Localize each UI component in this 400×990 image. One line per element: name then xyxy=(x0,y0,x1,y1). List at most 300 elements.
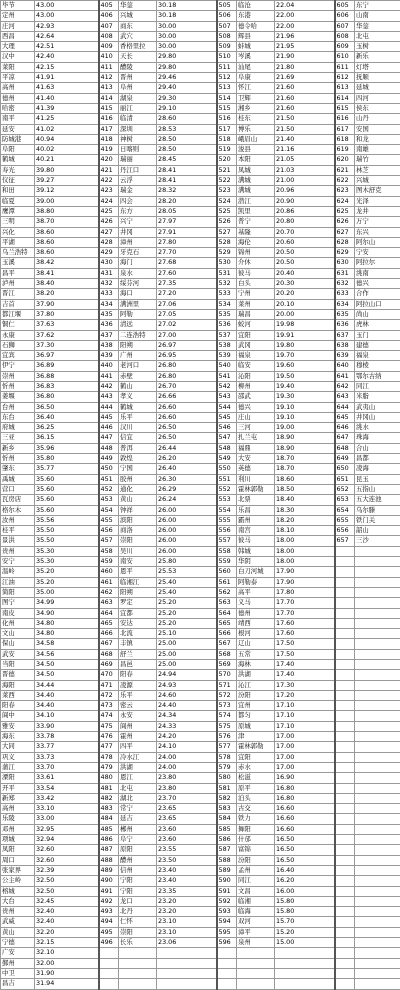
score-cell[interactable]: 17.60 xyxy=(275,618,335,628)
score-cell[interactable]: 23.40 xyxy=(157,865,217,875)
score-cell[interactable]: 15.80 xyxy=(275,896,335,906)
rank-cell[interactable]: 472 xyxy=(99,690,119,700)
score-cell[interactable]: 16.00 xyxy=(275,886,335,896)
rank-cell[interactable]: 654 xyxy=(335,505,355,515)
city-name-cell[interactable]: 介休 xyxy=(237,258,275,268)
city-name-cell[interactable] xyxy=(355,639,400,649)
city-name-cell[interactable]: 兴城 xyxy=(119,11,157,21)
city-name-cell[interactable]: 神树 xyxy=(119,134,157,144)
rank-cell[interactable]: 538 xyxy=(217,340,237,350)
city-name-cell[interactable]: 昆玉 xyxy=(355,474,400,484)
city-name-cell[interactable]: 庄河 xyxy=(1,21,35,31)
city-name-cell[interactable]: 香格里拉 xyxy=(119,42,157,52)
city-name-cell[interactable]: 临沧 xyxy=(237,1,275,11)
rank-cell[interactable]: 433 xyxy=(99,289,119,299)
score-cell[interactable]: 35.30 xyxy=(35,557,99,567)
rank-cell[interactable]: 540 xyxy=(217,361,237,371)
city-name-cell[interactable]: 阿拉尔 xyxy=(355,258,400,268)
city-name-cell[interactable]: 东港 xyxy=(237,11,275,21)
rank-cell[interactable] xyxy=(335,814,355,824)
city-name-cell[interactable]: 建德 xyxy=(355,340,400,350)
city-name-cell[interactable]: 阜阳 xyxy=(1,145,35,155)
rank-cell[interactable] xyxy=(335,927,355,937)
score-cell[interactable]: 33.78 xyxy=(35,732,99,742)
score-cell[interactable]: 25.00 xyxy=(157,649,217,659)
score-cell[interactable]: 34.80 xyxy=(35,618,99,628)
rank-cell[interactable]: 547 xyxy=(217,433,237,443)
rank-cell[interactable]: 570 xyxy=(217,670,237,680)
score-cell[interactable]: 41.63 xyxy=(35,83,99,93)
rank-cell[interactable]: 632 xyxy=(335,279,355,289)
city-name-cell[interactable]: 阆州 xyxy=(119,721,157,731)
score-cell[interactable]: 15.80 xyxy=(275,907,335,917)
rank-cell[interactable]: 455 xyxy=(99,515,119,525)
city-name-cell[interactable]: 北屯 xyxy=(119,783,157,793)
city-name-cell[interactable]: 阳朔 xyxy=(119,340,157,350)
score-cell[interactable]: 33.73 xyxy=(35,752,99,762)
city-name-cell[interactable]: 平凉 xyxy=(1,73,35,83)
rank-cell[interactable]: 627 xyxy=(335,227,355,237)
score-cell[interactable]: 27.60 xyxy=(157,268,217,278)
city-name-cell[interactable]: 姜堰 xyxy=(1,392,35,402)
city-name-cell[interactable]: 海东 xyxy=(1,732,35,742)
city-name-cell[interactable]: 博乐 xyxy=(237,124,275,134)
city-name-cell[interactable]: 定州 xyxy=(1,11,35,21)
score-cell[interactable]: 32.39 xyxy=(35,865,99,875)
city-name-cell[interactable] xyxy=(355,546,400,556)
rank-cell[interactable]: 466 xyxy=(99,629,119,639)
rank-cell[interactable] xyxy=(335,968,355,978)
city-name-cell[interactable]: 寿光 xyxy=(1,165,35,175)
city-name-cell[interactable]: 新郑 xyxy=(1,793,35,803)
city-name-cell[interactable]: 平湖 xyxy=(1,237,35,247)
city-name-cell[interactable] xyxy=(355,793,400,803)
score-cell[interactable]: 24.00 xyxy=(157,752,217,762)
rank-cell[interactable]: 409 xyxy=(99,42,119,52)
score-cell[interactable]: 37.80 xyxy=(35,309,99,319)
city-name-cell[interactable]: 醴州 xyxy=(119,855,157,865)
score-cell[interactable]: 31.90 xyxy=(35,968,99,978)
city-name-cell[interactable]: 张家界 xyxy=(1,865,35,875)
rank-cell[interactable]: 430 xyxy=(99,258,119,268)
score-cell[interactable]: 21.40 xyxy=(275,134,335,144)
rank-cell[interactable]: 608 xyxy=(335,31,355,41)
city-name-cell[interactable]: 商东 xyxy=(119,21,157,31)
rank-cell[interactable]: 407 xyxy=(99,21,119,31)
city-name-cell[interactable] xyxy=(355,927,400,937)
rank-cell[interactable]: 495 xyxy=(99,927,119,937)
score-cell[interactable]: 28.50 xyxy=(157,145,217,155)
rank-cell[interactable]: 636 xyxy=(335,320,355,330)
rank-cell[interactable]: 539 xyxy=(217,351,237,361)
city-name-cell[interactable] xyxy=(355,855,400,865)
rank-cell[interactable]: 572 xyxy=(217,690,237,700)
rank-cell[interactable]: 562 xyxy=(217,587,237,597)
city-name-cell[interactable]: 凌源 xyxy=(119,680,157,690)
city-name-cell[interactable]: 阿尔山 xyxy=(355,237,400,247)
city-name-cell[interactable]: 通化 xyxy=(119,484,157,494)
score-cell[interactable]: 35.50 xyxy=(35,526,99,536)
score-cell[interactable]: 32.20 xyxy=(35,927,99,937)
rank-cell[interactable]: 431 xyxy=(99,268,119,278)
score-cell[interactable]: 37.90 xyxy=(35,299,99,309)
score-cell[interactable]: 22.00 xyxy=(275,21,335,31)
city-name-cell[interactable]: 本阳 xyxy=(237,155,275,165)
rank-cell[interactable]: 564 xyxy=(217,608,237,618)
city-name-cell[interactable]: 安宁 xyxy=(1,557,35,567)
city-name-cell[interactable]: 蛟河 xyxy=(237,320,275,330)
city-name-cell[interactable] xyxy=(355,804,400,814)
rank-cell[interactable] xyxy=(335,721,355,731)
city-name-cell[interactable]: 丽江 xyxy=(119,103,157,113)
score-cell[interactable]: 40.21 xyxy=(35,155,99,165)
score-cell[interactable]: 16.80 xyxy=(275,783,335,793)
city-name-cell[interactable]: 什邡 xyxy=(237,835,275,845)
city-name-cell[interactable]: 滨阳 xyxy=(119,515,157,525)
city-name-cell[interactable]: 哈密 xyxy=(1,103,35,113)
rank-cell[interactable]: 453 xyxy=(99,495,119,505)
city-name-cell[interactable]: 临安 xyxy=(237,361,275,371)
score-cell[interactable]: 17.10 xyxy=(275,701,335,711)
rank-cell[interactable] xyxy=(335,690,355,700)
score-cell[interactable]: 17.70 xyxy=(275,608,335,618)
rank-cell[interactable]: 624 xyxy=(335,196,355,206)
rank-cell[interactable]: 612 xyxy=(335,73,355,83)
score-cell[interactable]: 15.70 xyxy=(275,917,335,927)
score-cell[interactable] xyxy=(157,968,217,978)
rank-cell[interactable]: 483 xyxy=(99,804,119,814)
rank-cell[interactable]: 586 xyxy=(217,835,237,845)
city-name-cell[interactable]: 潜江 xyxy=(237,196,275,206)
rank-cell[interactable]: 653 xyxy=(335,495,355,505)
city-name-cell[interactable] xyxy=(355,773,400,783)
city-name-cell[interactable]: 恩平 xyxy=(119,567,157,577)
score-cell[interactable]: 36.88 xyxy=(35,371,99,381)
rank-cell[interactable] xyxy=(335,598,355,608)
rank-cell[interactable]: 426 xyxy=(99,217,119,227)
score-cell[interactable]: 21.80 xyxy=(275,62,335,72)
city-name-cell[interactable]: 营口 xyxy=(1,484,35,494)
city-name-cell[interactable]: 仪征 xyxy=(1,176,35,186)
city-name-cell[interactable]: 晋江 xyxy=(1,289,35,299)
city-name-cell[interactable]: 阜康 xyxy=(237,73,275,83)
rank-cell[interactable]: 556 xyxy=(217,526,237,536)
city-name-cell[interactable]: 高州 xyxy=(1,804,35,814)
rank-cell[interactable]: 647 xyxy=(335,433,355,443)
score-cell[interactable]: 16.60 xyxy=(275,824,335,834)
score-cell[interactable]: 32.50 xyxy=(35,886,99,896)
score-cell[interactable]: 17.80 xyxy=(275,587,335,597)
score-cell[interactable]: 38.80 xyxy=(35,206,99,216)
city-name-cell[interactable]: 玉门 xyxy=(355,330,400,340)
score-cell[interactable]: 42.93 xyxy=(35,21,99,31)
rank-cell[interactable]: 506 xyxy=(217,11,237,21)
score-cell[interactable]: 18.20 xyxy=(275,515,335,525)
city-name-cell[interactable]: 北屯 xyxy=(355,31,400,41)
city-name-cell[interactable]: 岑溪 xyxy=(237,52,275,62)
city-name-cell[interactable]: 伊宁 xyxy=(1,361,35,371)
rank-cell[interactable]: 511 xyxy=(217,62,237,72)
rank-cell[interactable]: 492 xyxy=(99,896,119,906)
rank-cell[interactable]: 462 xyxy=(99,587,119,597)
city-name-cell[interactable]: 洪湖 xyxy=(237,670,275,680)
city-name-cell[interactable]: 井冈 xyxy=(119,227,157,237)
score-cell[interactable]: 21.69 xyxy=(275,73,335,83)
rank-cell[interactable]: 441 xyxy=(99,371,119,381)
city-name-cell[interactable]: 德兴 xyxy=(355,279,400,289)
score-cell[interactable]: 26.44 xyxy=(157,443,217,453)
city-name-cell[interactable]: 桂平 xyxy=(1,526,35,536)
score-cell[interactable]: 32.00 xyxy=(35,958,99,968)
rank-cell[interactable]: 425 xyxy=(99,206,119,216)
city-name-cell[interactable]: 井冈山 xyxy=(355,412,400,422)
city-name-cell[interactable]: 汉川 xyxy=(119,423,157,433)
city-name-cell[interactable]: 海阳 xyxy=(1,680,35,690)
city-name-cell[interactable]: 凤阳 xyxy=(1,845,35,855)
score-cell[interactable]: 34.40 xyxy=(35,690,99,700)
score-cell[interactable]: 23.20 xyxy=(157,896,217,906)
city-name-cell[interactable]: 海门 xyxy=(119,258,157,268)
city-name-cell[interactable]: 德州 xyxy=(1,93,35,103)
city-name-cell[interactable]: 四会 xyxy=(119,196,157,206)
rank-cell[interactable] xyxy=(335,567,355,577)
rank-cell[interactable]: 408 xyxy=(99,31,119,41)
rank-cell[interactable] xyxy=(99,979,119,989)
city-name-cell[interactable] xyxy=(355,608,400,618)
score-cell[interactable]: 26.00 xyxy=(157,515,217,525)
score-cell[interactable]: 18.30 xyxy=(275,505,335,515)
city-name-cell[interactable]: 洮水 xyxy=(355,423,400,433)
rank-cell[interactable]: 429 xyxy=(99,248,119,258)
city-name-cell[interactable] xyxy=(355,886,400,896)
city-name-cell[interactable]: 丰镇 xyxy=(119,639,157,649)
city-name-cell[interactable]: 汝州 xyxy=(1,515,35,525)
city-name-cell[interactable]: 沁阳 xyxy=(237,371,275,381)
rank-cell[interactable]: 554 xyxy=(217,505,237,515)
rank-cell[interactable] xyxy=(335,824,355,834)
rank-cell[interactable]: 614 xyxy=(335,93,355,103)
city-name-cell[interactable]: 邓州 xyxy=(1,824,35,834)
rank-cell[interactable] xyxy=(335,587,355,597)
rank-cell[interactable]: 542 xyxy=(217,381,237,391)
score-cell[interactable]: 34.99 xyxy=(35,598,99,608)
city-name-cell[interactable]: 洮南 xyxy=(355,268,400,278)
rank-cell[interactable]: 513 xyxy=(217,83,237,93)
score-cell[interactable]: 33.54 xyxy=(35,783,99,793)
city-name-cell[interactable]: 霍林郭勒 xyxy=(237,484,275,494)
city-name-cell[interactable]: 绥芬河 xyxy=(119,279,157,289)
city-name-cell[interactable]: 同江 xyxy=(355,381,400,391)
rank-cell[interactable] xyxy=(335,783,355,793)
score-cell[interactable]: 37.30 xyxy=(35,340,99,350)
score-cell[interactable]: 23.65 xyxy=(157,814,217,824)
score-cell[interactable]: 34.40 xyxy=(35,701,99,711)
score-cell[interactable]: 29.80 xyxy=(157,52,217,62)
city-name-cell[interactable]: 永安 xyxy=(119,711,157,721)
rank-cell[interactable]: 508 xyxy=(217,31,237,41)
city-name-cell[interactable]: 白刀河城 xyxy=(237,567,275,577)
rank-cell[interactable]: 590 xyxy=(217,876,237,886)
city-name-cell[interactable] xyxy=(237,958,275,968)
score-cell[interactable]: 27.00 xyxy=(157,330,217,340)
rank-cell[interactable]: 552 xyxy=(217,484,237,494)
rank-cell[interactable]: 435 xyxy=(99,309,119,319)
score-cell[interactable]: 19.60 xyxy=(275,361,335,371)
rank-cell[interactable] xyxy=(335,917,355,927)
city-name-cell[interactable] xyxy=(355,690,400,700)
score-cell[interactable]: 25.00 xyxy=(157,639,217,649)
rank-cell[interactable]: 588 xyxy=(217,855,237,865)
city-name-cell[interactable] xyxy=(355,907,400,917)
city-name-cell[interactable]: 台州 xyxy=(1,402,35,412)
score-cell[interactable]: 36.40 xyxy=(35,412,99,422)
city-name-cell[interactable]: 天长 xyxy=(119,52,157,62)
city-name-cell[interactable] xyxy=(355,824,400,834)
city-name-cell[interactable]: 图宁 xyxy=(1,598,35,608)
city-name-cell[interactable]: 基隆 xyxy=(237,227,275,237)
rank-cell[interactable]: 645 xyxy=(335,412,355,422)
rank-cell[interactable]: 609 xyxy=(335,42,355,52)
rank-cell[interactable]: 443 xyxy=(99,392,119,402)
rank-cell[interactable]: 489 xyxy=(99,865,119,875)
city-name-cell[interactable]: 浚县 xyxy=(237,145,275,155)
score-cell[interactable]: 42.51 xyxy=(35,42,99,52)
city-name-cell[interactable]: 都江堰 xyxy=(1,309,35,319)
city-name-cell[interactable] xyxy=(355,649,400,659)
city-name-cell[interactable]: 三沙 xyxy=(355,536,400,546)
rank-cell[interactable] xyxy=(335,948,355,958)
score-cell[interactable]: 28.45 xyxy=(157,155,217,165)
city-name-cell[interactable]: 英德 xyxy=(237,464,275,474)
rank-cell[interactable]: 568 xyxy=(217,649,237,659)
score-cell[interactable]: 18.90 xyxy=(275,443,335,453)
score-cell[interactable]: 16.40 xyxy=(275,865,335,875)
score-cell[interactable]: 21.60 xyxy=(275,103,335,113)
score-cell[interactable]: 26.97 xyxy=(157,340,217,350)
score-cell[interactable]: 21.60 xyxy=(275,83,335,93)
rank-cell[interactable]: 629 xyxy=(335,248,355,258)
score-cell[interactable]: 32.95 xyxy=(35,824,99,834)
score-cell[interactable]: 27.68 xyxy=(157,258,217,268)
city-name-cell[interactable] xyxy=(355,598,400,608)
city-name-cell[interactable] xyxy=(355,865,400,875)
rank-cell[interactable]: 558 xyxy=(217,546,237,556)
city-name-cell[interactable]: 湖北 xyxy=(119,793,157,803)
rank-cell[interactable]: 656 xyxy=(335,526,355,536)
city-name-cell[interactable]: 宜阳 xyxy=(237,752,275,762)
score-cell[interactable]: 24.60 xyxy=(157,690,217,700)
rank-cell[interactable]: 630 xyxy=(335,258,355,268)
rank-cell[interactable] xyxy=(335,680,355,690)
score-cell[interactable]: 21.95 xyxy=(275,42,335,52)
rank-cell[interactable]: 448 xyxy=(99,443,119,453)
city-name-cell[interactable]: 满城 xyxy=(237,186,275,196)
city-name-cell[interactable]: 宁州 xyxy=(237,289,275,299)
score-cell[interactable]: 18.10 xyxy=(275,526,335,536)
city-name-cell[interactable] xyxy=(355,587,400,597)
city-name-cell[interactable]: 尚山 xyxy=(355,309,400,319)
rank-cell[interactable] xyxy=(217,979,237,989)
city-name-cell[interactable]: 宁阳 xyxy=(119,876,157,886)
rank-cell[interactable] xyxy=(335,855,355,865)
city-name-cell[interactable] xyxy=(355,814,400,824)
rank-cell[interactable]: 405 xyxy=(99,1,119,11)
rank-cell[interactable]: 509 xyxy=(217,42,237,52)
city-name-cell[interactable]: 华蓥 xyxy=(355,21,400,31)
rank-cell[interactable]: 617 xyxy=(335,124,355,134)
city-name-cell[interactable]: 乌尔滕 xyxy=(355,505,400,515)
score-cell[interactable]: 18.60 xyxy=(275,474,335,484)
city-name-cell[interactable]: 格尔木 xyxy=(1,505,35,515)
rank-cell[interactable]: 427 xyxy=(99,227,119,237)
city-name-cell[interactable]: 山南 xyxy=(355,11,400,21)
city-name-cell[interactable]: 信宜 xyxy=(119,433,157,443)
rank-cell[interactable]: 458 xyxy=(99,546,119,556)
rank-cell[interactable] xyxy=(335,773,355,783)
city-name-cell[interactable]: 孟州 xyxy=(237,865,275,875)
score-cell[interactable]: 32.45 xyxy=(35,896,99,906)
score-cell[interactable]: 19.40 xyxy=(275,381,335,391)
city-name-cell[interactable]: 宜都 xyxy=(119,608,157,618)
score-cell[interactable]: 16.80 xyxy=(275,793,335,803)
score-cell[interactable]: 25.40 xyxy=(157,577,217,587)
city-name-cell[interactable]: 晋州 xyxy=(119,73,157,83)
rank-cell[interactable]: 646 xyxy=(335,423,355,433)
score-cell[interactable]: 23.10 xyxy=(157,917,217,927)
score-cell[interactable]: 35.60 xyxy=(35,495,99,505)
score-cell[interactable]: 26.29 xyxy=(157,484,217,494)
city-name-cell[interactable]: 云浮 xyxy=(119,176,157,186)
score-cell[interactable]: 20.40 xyxy=(275,268,335,278)
rank-cell[interactable]: 518 xyxy=(217,134,237,144)
city-name-cell[interactable]: 湖泉 xyxy=(119,93,157,103)
city-name-cell[interactable]: 鹤山 xyxy=(119,381,157,391)
rank-cell[interactable]: 623 xyxy=(335,186,355,196)
score-cell[interactable]: 38.60 xyxy=(35,248,99,258)
city-name-cell[interactable] xyxy=(355,835,400,845)
score-cell[interactable]: 17.70 xyxy=(275,598,335,608)
score-cell[interactable]: 29.80 xyxy=(157,62,217,72)
score-cell[interactable]: 35.80 xyxy=(35,454,99,464)
city-name-cell[interactable]: 临清 xyxy=(119,114,157,124)
score-cell[interactable]: 34.56 xyxy=(35,649,99,659)
city-name-cell[interactable]: 泉州 xyxy=(237,938,275,948)
city-name-cell[interactable]: 丹江口 xyxy=(119,165,157,175)
rank-cell[interactable] xyxy=(99,968,119,978)
score-cell[interactable]: 33.70 xyxy=(35,762,99,772)
score-cell[interactable]: 20.00 xyxy=(275,309,335,319)
city-name-cell[interactable] xyxy=(355,711,400,721)
city-name-cell[interactable] xyxy=(355,979,400,989)
rank-cell[interactable]: 406 xyxy=(99,11,119,21)
rank-cell[interactable]: 587 xyxy=(217,845,237,855)
city-name-cell[interactable]: 原平 xyxy=(237,783,275,793)
city-name-cell[interactable]: 邵武 xyxy=(237,392,275,402)
score-cell[interactable]: 18.00 xyxy=(275,557,335,567)
rank-cell[interactable]: 589 xyxy=(217,865,237,875)
score-cell[interactable]: 23.06 xyxy=(157,938,217,948)
rank-cell[interactable]: 473 xyxy=(99,701,119,711)
score-cell[interactable]: 26.95 xyxy=(157,351,217,361)
score-cell[interactable]: 34.10 xyxy=(35,711,99,721)
score-cell[interactable]: 28.05 xyxy=(157,206,217,216)
rank-cell[interactable] xyxy=(335,876,355,886)
rank-cell[interactable]: 440 xyxy=(99,361,119,371)
city-name-cell[interactable]: 五常 xyxy=(237,649,275,659)
city-name-cell[interactable]: 阆中 xyxy=(1,711,35,721)
city-name-cell[interactable]: 新乡 xyxy=(1,443,35,453)
city-name-cell[interactable]: 周口 xyxy=(1,855,35,865)
